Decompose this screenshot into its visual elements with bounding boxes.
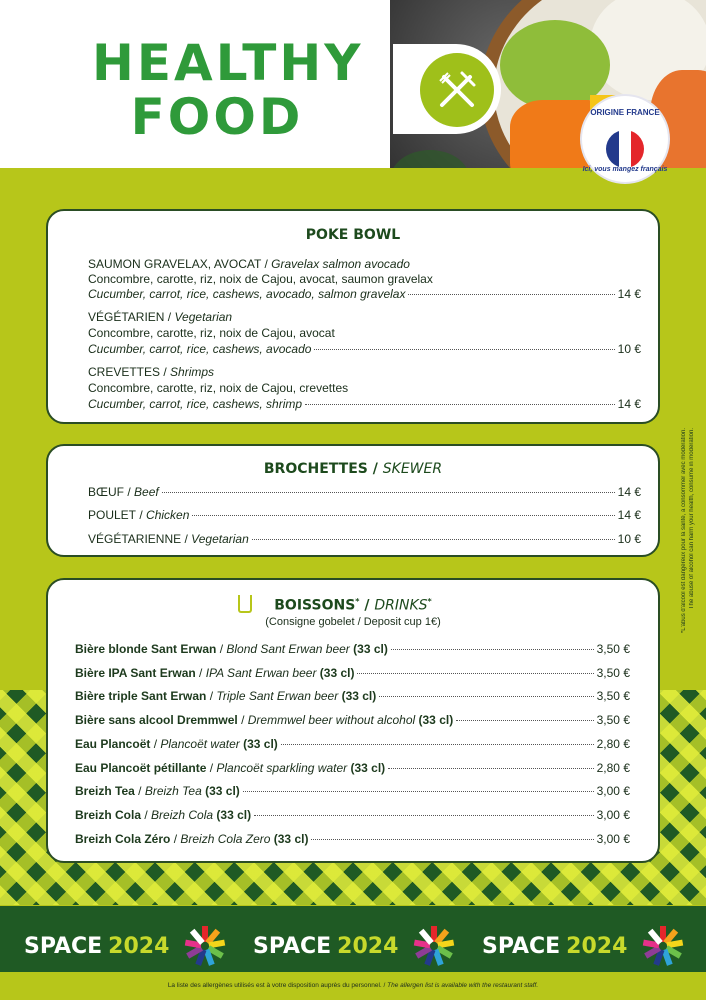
drink-size: (33 cl) (273, 831, 309, 846)
drink-name: Bière blonde Sant Erwan (75, 642, 217, 656)
poke-bowl-title: POKE BOWL (305, 227, 401, 243)
space-2024-logo: SPACE 2024 (24, 924, 229, 968)
drink-row: Breizh Tea / Breizh Tea (33 cl) 3,00 € (75, 784, 630, 799)
drink-size: (33 cl) (418, 713, 454, 728)
drink-price: 3,50 € (596, 713, 630, 728)
boissons-subtitle: (Consigne gobelet / Deposit cup 1€) (265, 616, 441, 628)
drink-price: 3,00 € (596, 784, 630, 799)
drink-price: 3,00 € (596, 807, 630, 822)
menu-item-row: VÉGÉTARIENNE / Vegetarian 10 € (88, 532, 641, 546)
drink-name-en: Plancoët water (160, 736, 240, 751)
menu-item-row: Cucumber, carrot, rice, cashews, shrimp 14 € (88, 397, 641, 411)
drink-row: Breizh Cola / Breizh Cola (33 cl) 3,00 € (75, 807, 630, 822)
drink-price: 2,80 € (596, 760, 630, 775)
french-flag-icon (606, 130, 644, 168)
drink-price: 3,50 € (596, 665, 630, 680)
drink-size: (33 cl) (205, 784, 240, 799)
drink-name: Bière triple Sant Erwan (75, 689, 207, 704)
menu-item-name: VÉGÉTARIEN / Vegetarian (88, 310, 233, 324)
drink-price: 3,00 € (596, 831, 630, 846)
menu-item-desc-fr: Concombre, carotte, riz, noix de Cajou, avocat (88, 326, 335, 340)
drink-name-en: Blond Sant Erwan beer (226, 642, 350, 656)
drink-name: Eau Plancoët (75, 736, 151, 751)
drink-row: Eau Plancoët / Plancoët water (33 cl) 2,80 € (75, 736, 630, 751)
flower-logo-icon (639, 924, 687, 968)
brochettes-card (46, 444, 660, 557)
drink-price: 3,50 € (596, 642, 630, 656)
menu-item-row: Cucumber, carrot, rice, cashews, avocado 10 € (88, 342, 641, 356)
drink-row: Bière triple Sant Erwan / Triple Sant Erwan beer (33 cl) 3,50 € (75, 689, 630, 704)
flower-logo-icon (410, 924, 458, 968)
drink-name-en: Breizh Cola (151, 807, 214, 822)
drink-name-en: IPA Sant Erwan beer (205, 665, 317, 680)
menu-item-name: CREVETTES / Shrimps (88, 365, 215, 379)
drink-name-en: Breizh Cola Zero (180, 831, 271, 846)
menu-item-name: SAUMON GRAVELAX, AVOCAT / Gravelax salmon avocado (88, 257, 410, 271)
drink-name: Eau Plancoët pétillante (75, 760, 207, 775)
drink-size: (33 cl) (350, 760, 386, 775)
poke-bowl-card (46, 209, 660, 424)
menu-item-desc-fr: Concombre, carotte, riz, noix de Cajou, crevettes (88, 381, 349, 395)
footer-banner (0, 906, 706, 972)
menu-item-row: POULET / Chicken 14 € (88, 508, 641, 522)
menu-item-row: Cucumber, carrot, rice, cashews, avocado, salmon gravelax 14 € (88, 287, 641, 301)
menu-item-desc-fr: Concombre, carotte, riz, noix de Cajou, avocat, saumon gravelax (88, 272, 433, 286)
space-2024-logo: SPACE 2024 (482, 924, 687, 968)
boissons-card (46, 578, 660, 863)
drink-name: Bière IPA Sant Erwan (75, 665, 196, 680)
fork-knife-icon (420, 53, 494, 127)
drink-size: (33 cl) (243, 736, 278, 751)
drink-price: 2,80 € (596, 736, 630, 751)
drink-size: (33 cl) (353, 642, 388, 656)
flower-logo-icon (181, 924, 229, 968)
drink-name: Breizh Cola (75, 807, 142, 822)
drink-name-en: Dremmwel beer without alcohol (247, 713, 416, 728)
alcohol-warning: *L'abus d'alcool est dangereux pour la santé, à consommer avec modération. The abuse of alcohol can harm your health, consume in moderation. (681, 428, 695, 634)
space-2024-logo: SPACE 2024 (253, 924, 458, 968)
drink-name: Breizh Tea (75, 784, 135, 799)
drink-name: Bière sans alcool Dremmwel (75, 713, 238, 728)
drink-size: (33 cl) (216, 807, 252, 822)
allergen-note: La liste des allergènes utilisés est à votre disposition auprès du personnel. / The allergen list is available with the restaurant staff. (0, 972, 706, 1000)
drink-name-en: Plancoët sparkling water (216, 760, 348, 775)
drink-size: (33 cl) (319, 665, 355, 680)
drink-row: Breizh Cola Zéro / Breizh Cola Zero (33 cl) 3,00 € (75, 831, 630, 846)
origine-france-badge: ORIGINE FRANCE Ici, vous mangez français (582, 96, 668, 182)
drink-name-en: Triple Sant Erwan beer (216, 689, 339, 704)
menu-item-row: BŒUF / Beef 14 € (88, 485, 641, 499)
drink-row: Bière sans alcool Dremmwel / Dremmwel beer without alcohol (33 cl) 3,50 € (75, 713, 630, 728)
drink-row: Bière blonde Sant Erwan / Blond Sant Erwan beer (33 cl) 3,50 € (75, 642, 630, 656)
drink-price: 3,50 € (596, 689, 630, 704)
boissons-title: BOISSONS* / DRINKS* (274, 597, 432, 614)
drink-size: (33 cl) (341, 689, 377, 704)
brochettes-title: BROCHETTES / SKEWER (263, 461, 443, 477)
drink-name-en: Breizh Tea (144, 784, 202, 799)
drink-row: Eau Plancoët pétillante / Plancoët sparkling water (33 cl) 2,80 € (75, 760, 630, 775)
drink-row: Bière IPA Sant Erwan / IPA Sant Erwan beer (33 cl) 3,50 € (75, 665, 630, 680)
page-title: HEALTHY FOOD (92, 34, 364, 146)
drink-name: Breizh Cola Zéro (75, 831, 171, 846)
